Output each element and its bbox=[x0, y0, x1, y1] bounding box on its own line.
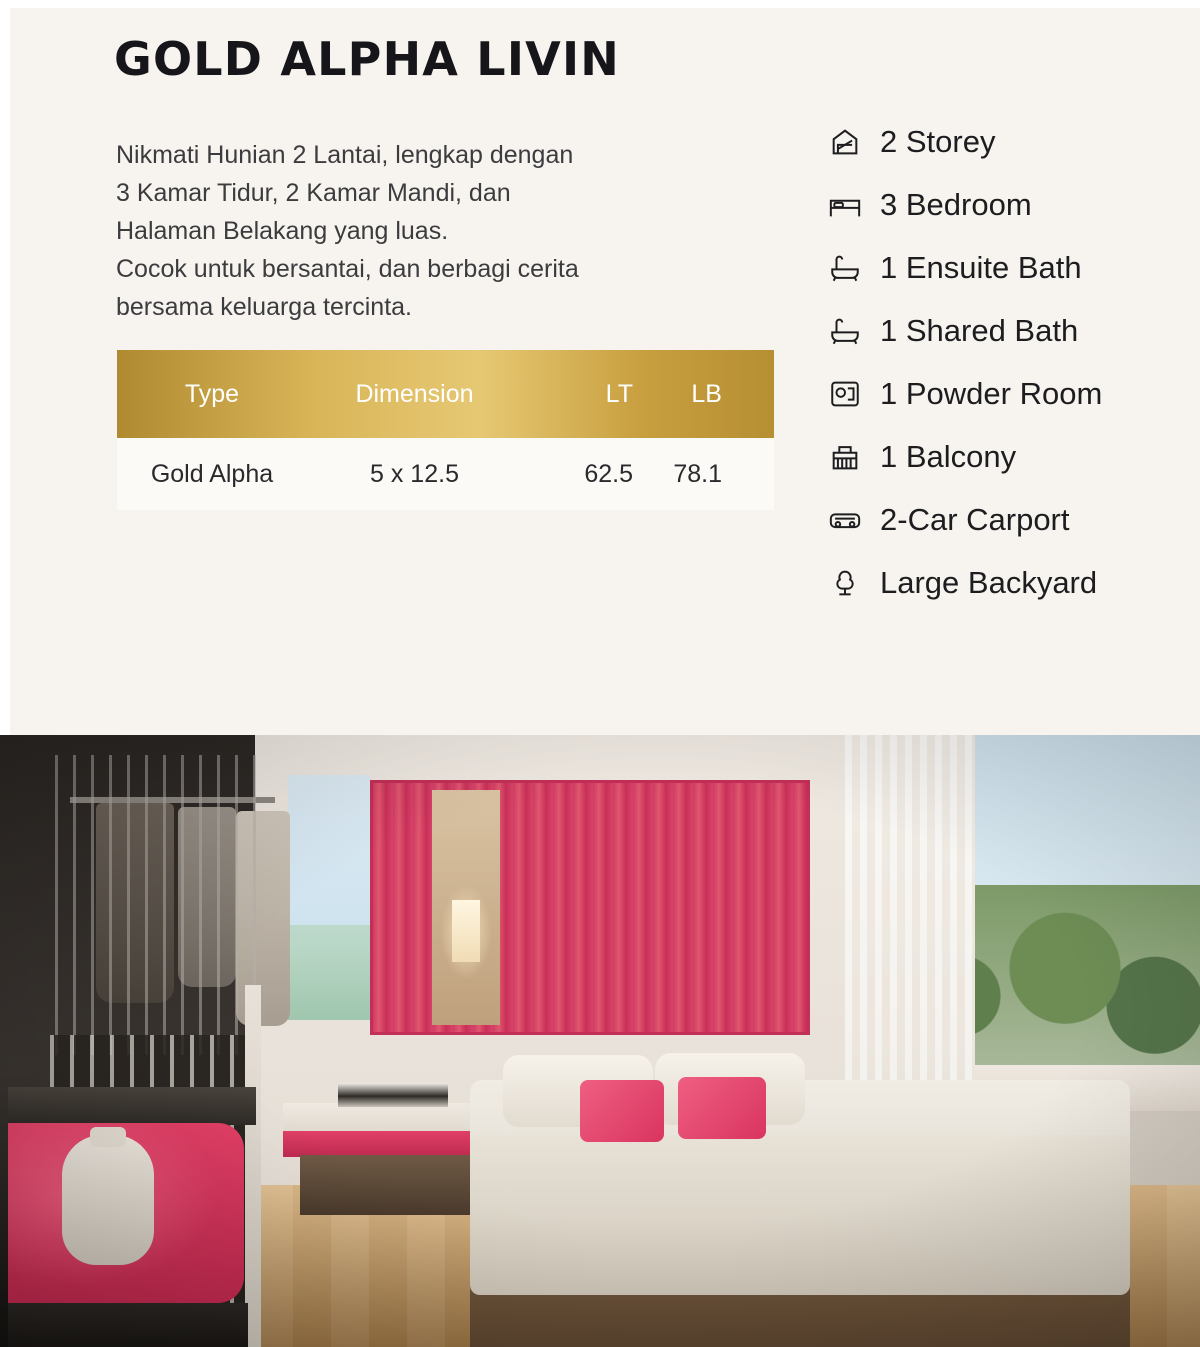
description-line: Halaman Belakang yang luas. bbox=[116, 217, 449, 245]
description-line: Nikmati Hunian 2 Lantai, lengkap dengan bbox=[116, 141, 574, 169]
description-line: 3 Kamar Tidur, 2 Kamar Mandi, dan bbox=[116, 179, 511, 207]
feature-label: 2 Storey bbox=[880, 123, 996, 159]
column-header-lb: LB bbox=[691, 379, 722, 408]
list-item bbox=[828, 110, 1200, 173]
page-title: GOLD ALPHA LIVIN bbox=[114, 32, 620, 86]
card-left-strip bbox=[0, 0, 10, 735]
feature-list bbox=[828, 110, 1200, 614]
card-top-strip bbox=[0, 0, 1200, 8]
feature-label: 1 Balcony bbox=[880, 438, 1017, 474]
description-line: bersama keluarga tercinta. bbox=[116, 293, 412, 321]
powder-room-icon bbox=[828, 372, 880, 416]
list-item bbox=[828, 236, 1200, 299]
feature-label: Large Backyard bbox=[880, 564, 1098, 600]
spec-table bbox=[117, 350, 774, 510]
list-item bbox=[828, 362, 1200, 425]
column-header-lt: LT bbox=[605, 379, 633, 408]
car-icon bbox=[828, 498, 880, 542]
list-item bbox=[828, 425, 1200, 488]
column-header-type: Type bbox=[184, 379, 240, 408]
bathtub-icon bbox=[828, 309, 880, 353]
cell-type: Gold Alpha bbox=[150, 459, 274, 488]
house-storey-icon bbox=[828, 120, 880, 164]
column-header-dimension: Dimension bbox=[355, 379, 474, 408]
cell-lb: 78.1 bbox=[673, 459, 722, 488]
feature-label: 3 Bedroom bbox=[880, 186, 1032, 222]
photo-vignette bbox=[0, 735, 1200, 1347]
cell-lt: 62.5 bbox=[584, 459, 633, 488]
list-item bbox=[828, 551, 1200, 614]
feature-label: 2-Car Carport bbox=[880, 501, 1070, 537]
tree-icon bbox=[828, 561, 880, 605]
list-item bbox=[828, 173, 1200, 236]
feature-label: 1 Powder Room bbox=[880, 375, 1103, 411]
table-header-row bbox=[117, 350, 774, 438]
balcony-icon bbox=[828, 435, 880, 479]
feature-label: 1 Ensuite Bath bbox=[880, 249, 1082, 285]
bed-icon bbox=[828, 183, 880, 227]
list-item bbox=[828, 299, 1200, 362]
description-block bbox=[116, 136, 756, 326]
table-row bbox=[117, 438, 774, 510]
bedroom-photo bbox=[0, 735, 1200, 1347]
feature-label: 1 Shared Bath bbox=[880, 312, 1079, 348]
cell-dimension: 5 x 12.5 bbox=[370, 459, 459, 488]
description-line: Cocok untuk bersantai, dan berbagi cerita bbox=[116, 255, 579, 283]
bathtub-icon bbox=[828, 246, 880, 290]
list-item bbox=[828, 488, 1200, 551]
